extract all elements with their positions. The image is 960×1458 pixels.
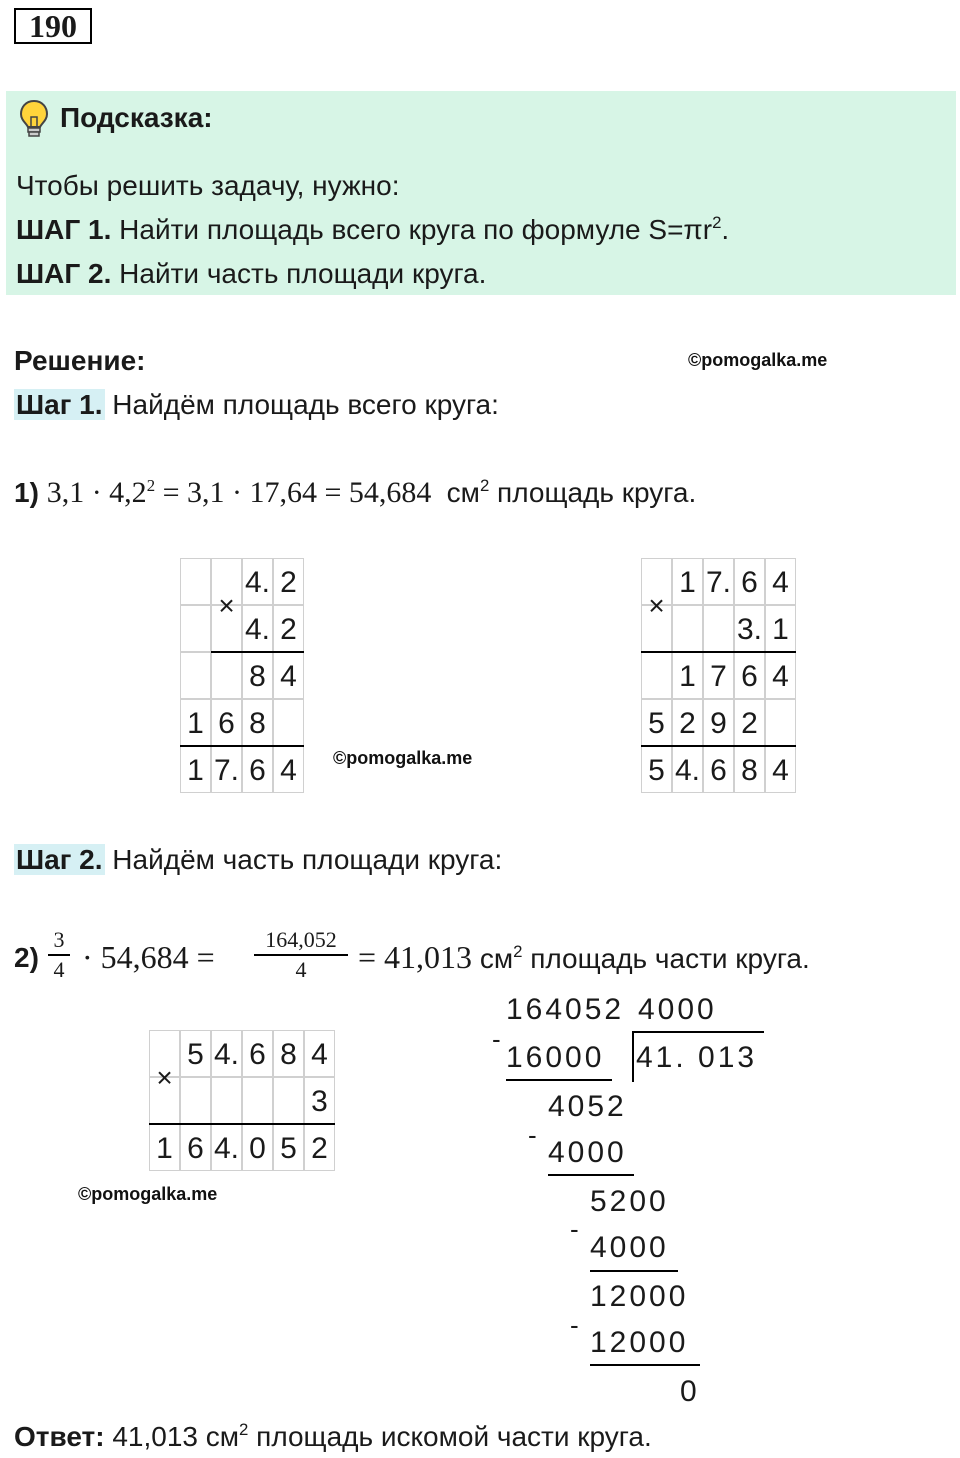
grid-cell: 2 — [672, 699, 703, 746]
grid-cell — [672, 605, 703, 652]
grid-cell: 2 — [273, 558, 304, 605]
answer: Ответ: 41,013 $см^2$ площадь искомой части круга. — [14, 1420, 652, 1452]
watermark: ©pomogalka.me — [78, 1184, 218, 1204]
dividend: 164052 — [506, 993, 625, 1026]
equation-2-rest: = 41,013 $см^2$ площадь части круга. — [358, 939, 810, 975]
hint-intro: Чтобы решить задачу, нужно: — [16, 170, 400, 201]
grid-cell: 3 — [304, 1077, 335, 1124]
minus-sign: - — [570, 1214, 579, 1244]
divisor: 4000 — [638, 993, 717, 1026]
grid-cell — [703, 605, 734, 652]
equation-2-mid1: · 54,684 = — [82, 939, 215, 975]
minus-sign: - — [570, 1310, 579, 1340]
division-remainder: 0 — [680, 1375, 700, 1408]
grid-cell: 8 — [273, 1030, 304, 1077]
grid-cell: 4. — [242, 558, 273, 605]
minus-sign: - — [528, 1120, 537, 1150]
grid-cell: 6 — [180, 1124, 211, 1171]
grid-cell — [242, 1077, 273, 1124]
grid-cell — [211, 1077, 242, 1124]
grid-cell: 7 — [703, 652, 734, 699]
grid-cell — [180, 558, 211, 605]
multiply-sign: × — [218, 590, 235, 621]
grid-cell: 1 — [180, 699, 211, 746]
grid-cell: 4 — [765, 652, 796, 699]
grid-cell: 4 — [273, 652, 304, 699]
multiply-sign: × — [156, 1062, 173, 1093]
grid-cell: 9 — [703, 699, 734, 746]
grid-cell: 1 — [672, 558, 703, 605]
grid-cell: 4 — [765, 558, 796, 605]
hint-step2: ШАГ 2. Найти часть площади круга. — [16, 258, 487, 289]
grid-cell — [273, 699, 304, 746]
grid-cell — [180, 652, 211, 699]
grid-cell: 8 — [242, 699, 273, 746]
division-step: 16000 — [506, 1041, 605, 1074]
grid-cell — [273, 1077, 304, 1124]
division-step: 12000 — [590, 1326, 689, 1359]
grid-cell: 6 — [211, 699, 242, 746]
grid-cell: 5 — [273, 1124, 304, 1171]
grid-cell — [211, 652, 242, 699]
grid-cell: 3. — [734, 605, 765, 652]
grid-cell: 5 — [180, 1030, 211, 1077]
grid-cell: 1 — [672, 652, 703, 699]
equation-2-label: 2) — [14, 942, 39, 973]
grid-cell — [180, 1077, 211, 1124]
grid-cell: 7. — [703, 558, 734, 605]
grid-cell: 5 — [641, 746, 672, 793]
division-step: 4000 — [548, 1136, 627, 1169]
grid-cell: 7. — [211, 746, 242, 793]
grid-cell: 2 — [273, 605, 304, 652]
step2-heading: Шаг 2. Найдём часть площади круга: — [16, 844, 503, 875]
division-step: 4052 — [548, 1090, 627, 1123]
grid-cell: 4. — [211, 1124, 242, 1171]
grid-cell — [765, 699, 796, 746]
quotient: 41. 013 — [636, 1041, 758, 1074]
solution-title: Решение: — [14, 345, 146, 376]
grid-cell: 6 — [242, 1030, 273, 1077]
grid-cell — [641, 652, 672, 699]
grid-cell: 1 — [180, 746, 211, 793]
grid-cell: 6 — [734, 558, 765, 605]
grid-cell — [180, 605, 211, 652]
hint-title: Подсказка: — [60, 102, 213, 133]
grid-cell: 4 — [273, 746, 304, 793]
grid-cell: 5 — [641, 699, 672, 746]
equation-1: 1) $3,1 \cdot 4,2^2 = 3,1 \cdot 17,64 = 54,684$ $см^2$ площадь круга. — [14, 476, 697, 509]
division-step: 4000 — [590, 1231, 669, 1264]
grid-cell: 8 — [734, 746, 765, 793]
grid-cell: 0 — [242, 1124, 273, 1171]
watermark: ©pomogalka.me — [688, 350, 828, 370]
grid-cell: 2 — [304, 1124, 335, 1171]
grid-cell: 1 — [765, 605, 796, 652]
division-step: 5200 — [590, 1185, 669, 1218]
fraction-3-4: 3 4 — [48, 928, 70, 982]
multiply-sign: × — [648, 590, 665, 621]
grid-cell: 6 — [703, 746, 734, 793]
grid-cell: 6 — [242, 746, 273, 793]
hint-box — [6, 91, 956, 295]
hint-step1: ШАГ 1. Найти площадь всего круга по формуле $S=\pi r^2$. — [16, 213, 730, 245]
division-step: 12000 — [590, 1280, 689, 1313]
grid-cell: 6 — [734, 652, 765, 699]
grid-cell: 1 — [149, 1124, 180, 1171]
grid-cell: 4 — [765, 746, 796, 793]
step1-heading: Шаг 1. Найдём площадь всего круга: — [16, 389, 499, 420]
grid-cell: 2 — [734, 699, 765, 746]
fraction-164052-4: 164,052 4 — [254, 928, 348, 982]
grid-cell: 4. — [242, 605, 273, 652]
watermark: ©pomogalka.me — [333, 748, 473, 768]
grid-cell: 4. — [211, 1030, 242, 1077]
grid-cell: 8 — [242, 652, 273, 699]
grid-cell: 4 — [304, 1030, 335, 1077]
minus-sign: - — [492, 1024, 501, 1054]
task-number: 190 — [14, 8, 92, 44]
lightbulb-icon — [18, 99, 50, 139]
grid-cell: 4. — [672, 746, 703, 793]
